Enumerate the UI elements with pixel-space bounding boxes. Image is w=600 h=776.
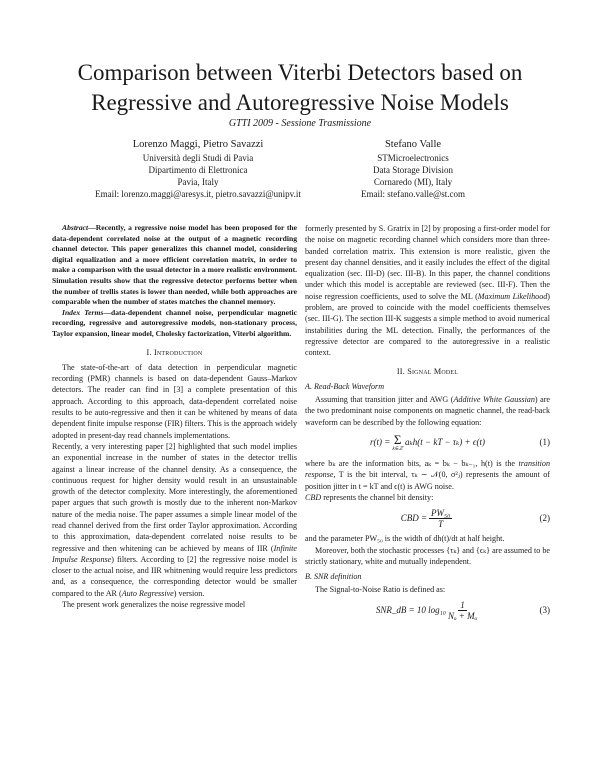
abstract: [52, 223, 297, 340]
equation-number: (1): [539, 437, 550, 448]
author-affiliation: Cornaredo (MI), Italy: [373, 177, 453, 187]
paragraph: The state-of-the-art of data detection in perpendicular magnetic recording (PMR) channels is based on data-dependent Gauss–Markov detectors. The reader can find in [3] a complete presentation of this approach. According to this approach, data-dependent correlated noise results to be auto-regressive and then it can be whitened by means of data dependent finite impulse response (FIR) filters. This is the approach widely adopted in present-day read channels implementations.: [52, 362, 297, 440]
paper-title: [0, 58, 600, 118]
author-block-right: [338, 138, 488, 200]
author-affiliation: Data Storage Division: [373, 165, 453, 175]
paragraph: and the parameter PW₅₀ is the width of dh(t)/dt at half height.: [305, 534, 505, 544]
author-affiliation: Pavia, Italy: [177, 177, 219, 187]
right-column: [305, 223, 550, 626]
subsection-heading-snr: B. SNR definition: [305, 572, 362, 582]
title-line-2: Regressive and Autoregressive Noise Models: [91, 90, 509, 115]
author-affiliation: Università degli Studi di Pavia: [142, 153, 254, 163]
left-column: [52, 223, 297, 610]
author-affiliation: STMicroelectronics: [377, 153, 449, 163]
author-email: Email: stefano.valle@st.com: [360, 189, 465, 199]
paragraph: The present work generalizes the noise regressive model: [62, 600, 246, 610]
section-heading-signal-model: II. Signal Model: [396, 366, 459, 376]
author-name: Lorenzo Maggi, Pietro Savazzi: [132, 139, 264, 150]
equation-3: SNR_dB = 10 log₁₀ $\frac{1}{\text{Nₒ + Mₒ}}$ (3): [375, 600, 550, 622]
subsection-heading-read-back: A. Read-Back Waveform: [305, 381, 385, 391]
section-heading-introduction: I. Introduction: [146, 347, 203, 357]
paragraph: The Signal-to-Noise Ratio is defined as:: [315, 585, 446, 595]
abstract-text: —Recently, a regressive noise model has been proposed for the data-dependent correlated noise at the output of a magnetic recording channel detector. This paper generalizes this channel model, considering digital equalization and a more efficient correlation matrix, in order to make a comparison with the usual detector in a more realistic environment. Simulation results show that the regressive detector performs better when the number of trellis states is lower than needed, while both approaches are comparable when the number of states matches the channel memory.: [52, 223, 297, 307]
author-name: Stefano Valle: [384, 139, 442, 150]
equation-1: r(t) = Σ k∈ℤ aₖh(t − kT − τₖ) + ϵ(t) (1): [370, 432, 550, 453]
paragraph: Moreover, both the stochastic processes {τₖ} and {ϵₖ} are assumed to be strictly stationary, white and mutually independent.: [305, 545, 550, 566]
author-affiliation: Dipartimento di Elettronica: [148, 165, 248, 175]
author-email: Email: lorenzo.maggi@aresys.it, pietro.savazzi@unipv.it: [95, 189, 301, 199]
paragraph: where bₖ are the information bits, aₖ = bₖ − bₖ₋₁, h(t) is the transition response, T is the bit interval, τₖ ∼ 𝒩(0, σ²ⱼ) represents the amount of position jitter in t = kT and ϵ(t) is AWG noise.: [305, 459, 550, 491]
equation-2: CBD = $\frac{\text{PW₅₀}}{T}$ (2): [400, 507, 550, 529]
equation-number: (3): [539, 605, 550, 616]
session-label: GTTI 2009 - Sessione Trasmissione: [228, 118, 372, 129]
index-terms-text: —data-dependent channel noise, perpendicular magnetic recording, regressive and autoregressive models, non-stationary process, Taylor expansion, linear model, Cholesky factorization, Viterbi algorithm.: [52, 307, 297, 338]
paragraph: formerly presented by S. Gratrix in [2] by proposing a first-order model for the noise on magnetic recording channel which considers more than three-banded correlation matrix. This extension is more realistic, given the present day channel densities, and it easily includes the effect of the digital equalization (sec. III-D) (sec. III-B). In this paper, the channel conditions under which this model is acceptable are reviewed (sec. III-F). Then the noise regression coefficients, used to solve the ML (Maximum Likelihood) problem, are proved to coincide with the model coefficients themselves (sec. III-G). The section III-K suggests a simple method to avoid numerical instabilities during the ML detection. Finally, the performances of the regressive detector are compared to the autoregressive in a realistic context.: [305, 224, 550, 358]
index-terms-label: Index Terms: [62, 307, 104, 317]
equation-number: (2): [539, 512, 550, 523]
paragraph: CBD represents the channel bit density:: [305, 492, 434, 502]
abstract-label: Abstract: [62, 223, 89, 232]
author-block-left: [95, 138, 301, 200]
paragraph: Recently, a very interesting paper [2] highlighted that such model implies an exponential increase in the number of states in the detector trellis against a linear increase of the channel density. As a consequence, the continuous request for higher density would result in an unsustainable growth of the detector complexity. More interestingly, the aforementioned paper argues that such growth is mostly due to the inherent non-Markov nature of the media noise. The paper assumes a simple linear model of the read channel derived from the first order Taylor approximation. According to this approximation, data-dependent correlated noise results to be regressive and then whitening can be achieved by means of IIR (Infinite Impulse Response) filters. According to [2] the regressive noise model is closer to the actual noise, and IIR whitnening would require less predictors and, as a consequence, the corresponding detector would be smaller compared to the AR (Auto Regressive) version.: [52, 441, 297, 598]
paragraph: Assuming that transition jitter and AWG (Additive White Gaussian) are the two predominant noise components on magnetic channel, the read-back waveform can be described by the following equation:: [305, 395, 550, 427]
title-line-1: Comparison between Viterbi Detectors based on: [77, 60, 523, 85]
